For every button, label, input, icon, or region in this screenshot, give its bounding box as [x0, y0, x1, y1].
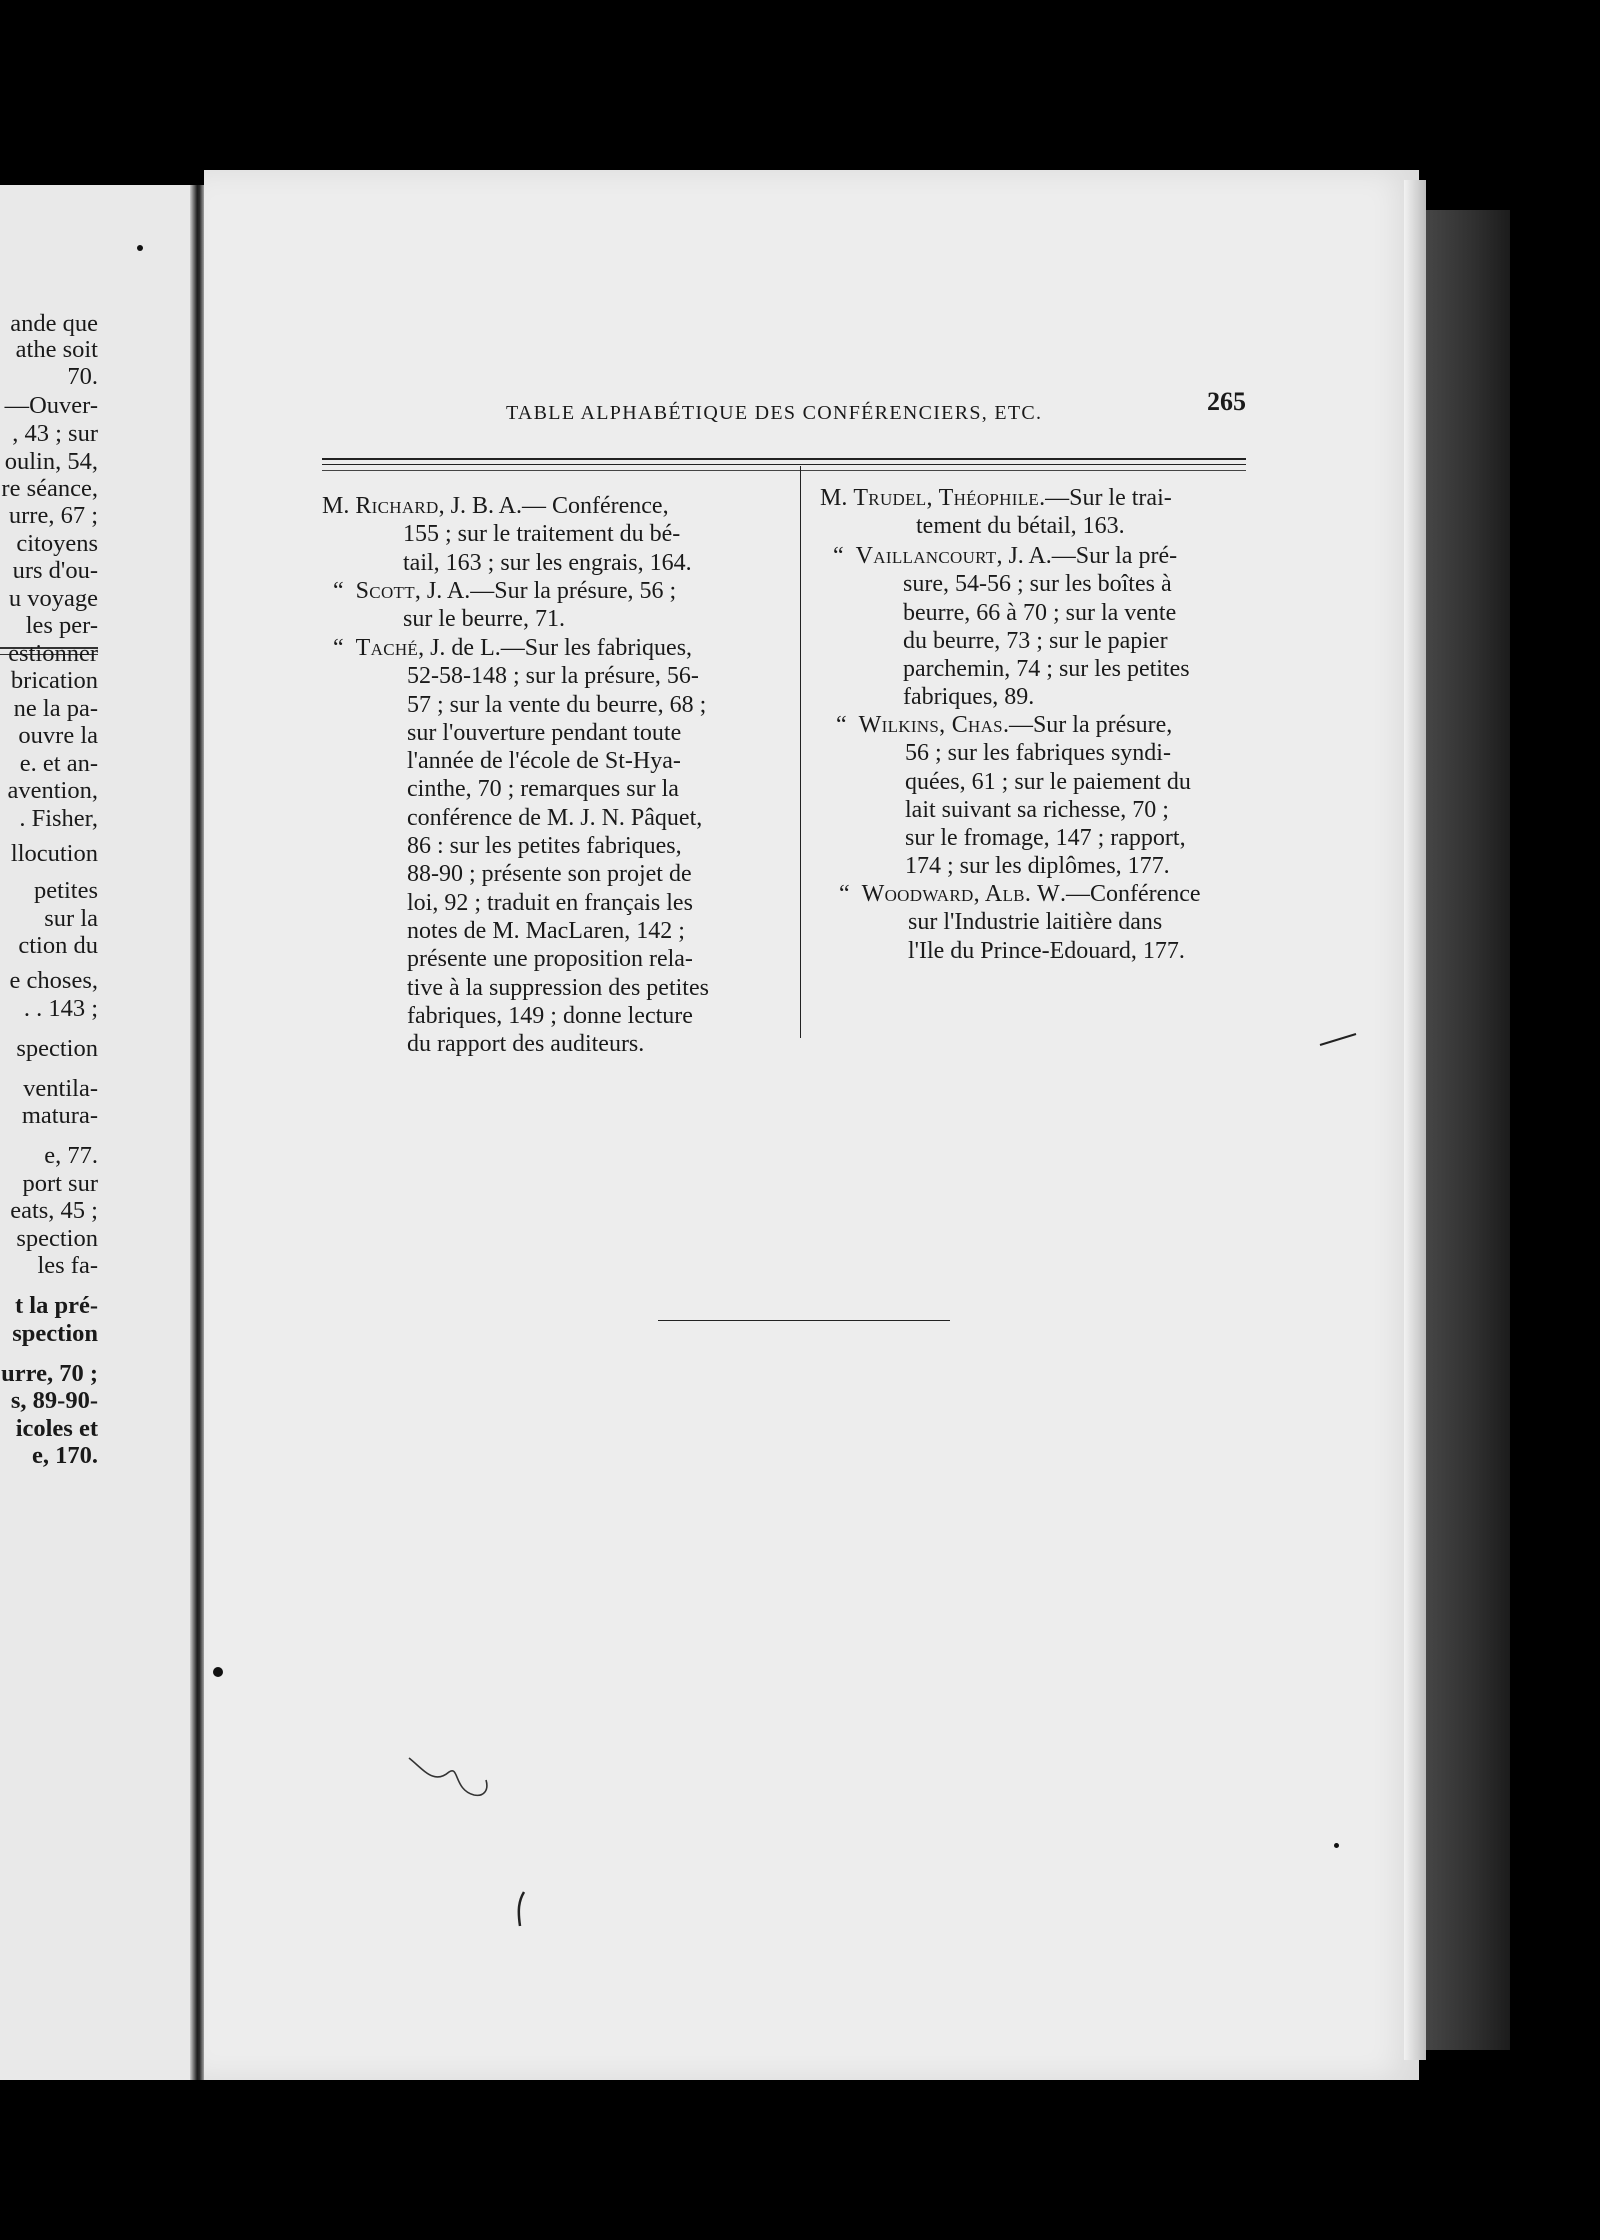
- previous-page-line: . Fisher,: [19, 805, 98, 832]
- entry-name: Scott: [355, 578, 415, 604]
- entry-line: parchemin, 74 ; sur les petites: [903, 656, 1190, 683]
- entry-prefix: “: [833, 543, 844, 569]
- entry-line: tement du bétail, 163.: [916, 513, 1125, 540]
- previous-page-line: . . 143 ;: [23, 995, 98, 1022]
- index-entry-richard: [322, 492, 692, 577]
- entry-line: sur l'Industrie laitière dans: [908, 909, 1163, 936]
- previous-page-line: oulin, 54,: [4, 448, 98, 475]
- header-rule: [322, 470, 1246, 471]
- previous-page-line: urre, 70 ;: [1, 1360, 98, 1387]
- running-head: TABLE ALPHABÉTIQUE DES CONFÉRENCIERS, ETC.: [506, 402, 1043, 424]
- entry-name: Taché: [355, 635, 419, 661]
- previous-page-line: 70.: [67, 363, 98, 390]
- entry-heading-text: , J. B. A.— Conférence,: [438, 493, 669, 519]
- entry-line: l'année de l'école de St-Hya-: [407, 748, 681, 775]
- index-entry-tache: [333, 634, 709, 1058]
- entry-line: 56 ; sur les fabriques syndi-: [905, 740, 1171, 767]
- entry-line: 52-58-148 ; sur la présure, 56-: [407, 663, 699, 690]
- previous-page-line: matura-: [21, 1102, 98, 1129]
- previous-page-line: , 43 ; sur: [12, 420, 98, 447]
- previous-page-line: —Ouver-: [4, 392, 98, 419]
- ink-speck: [213, 1667, 223, 1677]
- entry-line: du beurre, 73 ; sur le papier: [903, 627, 1168, 654]
- entry-name: Woodward, Alb. W: [861, 881, 1060, 907]
- book-page: [204, 170, 1419, 2080]
- entry-line: 86 : sur les petites fabriques,: [407, 833, 682, 860]
- entry-line: sure, 54-56 ; sur les boîtes à: [903, 571, 1172, 598]
- previous-page-line: eats, 45 ;: [10, 1197, 98, 1224]
- entry-heading-text: , J. A.—Sur la présure, 56 ;: [414, 578, 677, 604]
- index-entry-trudel: [820, 484, 1172, 541]
- entry-line: tail, 163 ; sur les engrais, 164.: [403, 549, 692, 576]
- entry-heading: [839, 880, 1201, 908]
- closing-rule: [658, 1320, 950, 1321]
- entry-name: Richard: [355, 493, 439, 519]
- entry-heading-text: , J. A.—Sur la pré-: [996, 543, 1178, 569]
- previous-page-line: ouvre la: [18, 722, 98, 749]
- ink-speck: [137, 245, 143, 251]
- entry-line: 88-90 ; présente son projet de: [407, 861, 692, 888]
- index-entry-woodward: [839, 880, 1201, 965]
- previous-page-strip: [0, 185, 198, 2080]
- entry-heading-text: , J. de L.—Sur les fabriques,: [418, 635, 693, 661]
- previous-page-line: icoles et: [15, 1415, 98, 1442]
- entry-line: l'Ile du Prince-Edouard, 177.: [908, 937, 1185, 964]
- previous-page-line: llocution: [10, 840, 98, 867]
- entry-heading: [833, 542, 1190, 570]
- index-entry-scott: [333, 577, 676, 634]
- entry-heading: [820, 484, 1172, 512]
- header-rule: [322, 458, 1246, 460]
- entry-name: Wilkins, Chas: [858, 712, 1003, 738]
- entry-line: 155 ; sur le traitement du bé-: [403, 521, 681, 548]
- entry-line: beurre, 66 à 70 ; sur la vente: [903, 599, 1177, 626]
- previous-page-line: avention,: [7, 777, 98, 804]
- entry-heading-text: .—Sur le trai-: [1039, 485, 1172, 511]
- entry-heading: [322, 492, 692, 520]
- previous-page-line: les fa-: [37, 1252, 98, 1279]
- entry-name: Vaillancourt: [855, 543, 997, 569]
- previous-page-line: re séance,: [1, 475, 98, 502]
- previous-page-line: ction du: [18, 932, 98, 959]
- entry-line: sur le fromage, 147 ; rapport,: [905, 825, 1186, 852]
- previous-page-line: sur la: [44, 905, 98, 932]
- index-entry-wilkins: [836, 711, 1191, 881]
- column-divider: [800, 466, 801, 1038]
- entry-prefix: “: [836, 712, 847, 738]
- previous-page-line: u voyage: [8, 585, 98, 612]
- entry-heading: [836, 711, 1191, 739]
- page-edge-strip: [1404, 180, 1426, 2060]
- entry-prefix: “: [333, 635, 344, 661]
- previous-page-line: ande que: [10, 310, 98, 337]
- entry-line: tive à la suppression des petites: [407, 974, 709, 1001]
- entry-line: notes de M. MacLaren, 142 ;: [407, 917, 685, 944]
- entry-line: conférence de M. J. N. Pâquet,: [407, 804, 703, 831]
- entry-line: fabriques, 89.: [903, 684, 1035, 711]
- entry-prefix: “: [839, 881, 850, 907]
- entry-line: quées, 61 ; sur le paiement du: [905, 768, 1191, 795]
- entry-heading-text: .—Sur la présure,: [1002, 712, 1173, 738]
- entry-heading: [333, 577, 676, 605]
- entry-line: lait suivant sa richesse, 70 ;: [905, 796, 1169, 823]
- entry-prefix: M.: [322, 493, 350, 519]
- previous-page-line: ventila-: [23, 1075, 98, 1102]
- previous-page-line: citoyens: [16, 530, 98, 557]
- entry-prefix: “: [333, 578, 344, 604]
- entry-line: sur le beurre, 71.: [403, 606, 565, 633]
- previous-page-line: estionner: [8, 640, 98, 667]
- previous-page-line: port sur: [22, 1170, 98, 1197]
- header-rule: [322, 464, 1246, 465]
- ink-speck: [1334, 1843, 1339, 1848]
- entry-prefix: M.: [820, 485, 848, 511]
- entry-line: loi, 92 ; traduit en français les: [407, 889, 693, 916]
- entry-line: présente une proposition rela-: [407, 946, 693, 973]
- entry-line: sur l'ouverture pendant toute: [407, 719, 682, 746]
- entry-line: cinthe, 70 ; remarques sur la: [407, 776, 679, 803]
- pencil-mark: [512, 1890, 532, 1930]
- previous-page-line: ne la pa-: [13, 695, 98, 722]
- previous-page-line: les per-: [25, 612, 98, 639]
- previous-page-line: e, 170.: [32, 1442, 98, 1469]
- previous-page-line: e choses,: [9, 967, 98, 994]
- pencil-scribble: [404, 1750, 494, 1810]
- entry-line: 174 ; sur les diplômes, 177.: [905, 853, 1170, 880]
- entry-line: 57 ; sur la vente du beurre, 68 ;: [407, 691, 707, 718]
- previous-page-line: spection: [12, 1320, 98, 1347]
- previous-page-line: brication: [10, 667, 98, 694]
- entry-line: du rapport des auditeurs.: [407, 1031, 645, 1058]
- previous-page-line: e, 77.: [44, 1142, 98, 1169]
- previous-page-line: t la pré-: [15, 1292, 98, 1319]
- previous-page-line: spection: [16, 1225, 98, 1252]
- previous-page-line: s, 89-90-: [10, 1387, 98, 1414]
- index-entry-vaillancourt: [833, 542, 1190, 712]
- previous-page-line: athe soit: [15, 336, 98, 363]
- pencil-mark: [1318, 1030, 1358, 1050]
- entry-heading: [333, 634, 709, 662]
- entry-heading-text: .—Conférence: [1059, 881, 1201, 907]
- previous-page-line: petites: [34, 877, 98, 904]
- page-number: 265: [1207, 387, 1246, 416]
- previous-page-line: e. et an-: [19, 750, 98, 777]
- entry-name: Trudel, Théophile: [853, 485, 1040, 511]
- previous-page-line: urs d'ou-: [12, 557, 98, 584]
- previous-page-line: urre, 67 ;: [8, 502, 98, 529]
- entry-line: fabriques, 149 ; donne lecture: [407, 1002, 693, 1029]
- previous-page-line: spection: [16, 1035, 98, 1062]
